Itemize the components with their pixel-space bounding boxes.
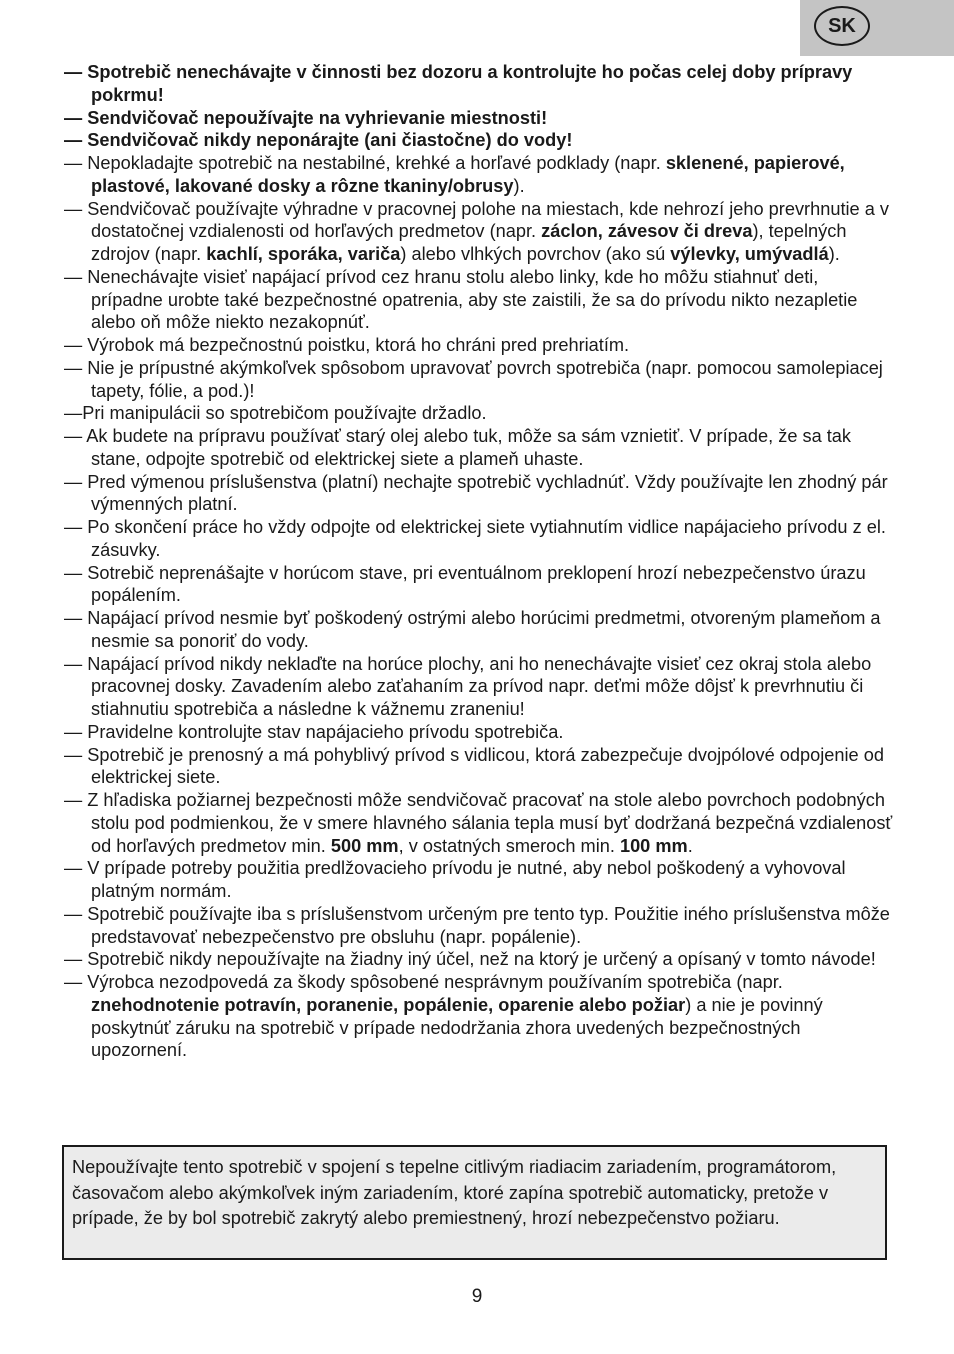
instruction-text: — Sendvičovač nikdy neponárajte (ani čiastočne) do vody! (64, 130, 573, 151)
instruction-text: ). (513, 175, 525, 196)
safety-instruction-item (64, 948, 894, 971)
instruction-text: — V prípade potreby použitia predlžovacieho prívodu je nutné, aby nebol poškodený a vyhovoval platným normám. (64, 858, 846, 901)
instruction-text: — Nepokladajte spotrebič na nestabilné, krehké a horľavé podklady (napr. (64, 153, 666, 173)
instruction-text: — Napájací prívod nesmie byť poškodený ostrými alebo horúcimi predmetmi, otvoreným plameňom a nesmie sa ponoriť do vody. (64, 608, 881, 651)
instruction-text: — Spotrebič nikdy nepoužívajte na žiadny iný účel, než na ktorý je určený a opísaný v tomto návode! (64, 949, 876, 970)
safety-instruction-item (64, 334, 894, 357)
safety-instruction-item (64, 857, 894, 903)
instruction-text: —Pri manipulácii so spotrebičom používajte držadlo. (64, 403, 487, 424)
safety-instructions-list (64, 61, 894, 1062)
page-number: 9 (471, 1286, 483, 1307)
instruction-text: — Nie je prípustné akýmkoľvek spôsobom upravovať povrch spotrebiča (napr. pomocou samolepiacej tapety, fólie, a pod.)! (64, 357, 883, 401)
instruction-text: — Sotrebič neprenášajte v horúcom stave, pri eventuálnom preklopení hrozí nebezpečenstvo úrazu popálením. (64, 562, 866, 606)
instruction-text: — Z hľadiska požiarnej bezpečnosti môže sendvičovač pracovať na stole alebo povrchoch podobných stolu pod podmienkou, že v smere hlavného sálania tepla musí byť dodržaná bezpečná vzdialenosť od horľavých predmetov min. (64, 790, 893, 856)
instruction-text: ) a nie je povinný poskytnúť záruku na spotrebič v prípade nedodržania zhora uvedených bezpečnostných upozornení. (91, 994, 823, 1061)
instruction-text: ). (828, 244, 840, 264)
notice-text: Nepoužívajte tento spotrebič v spojení s tepelne citlivým riadiacim zariadením, programátorom, časovačom alebo akýmkoľvek iným zariadením, ktoré zapína spotrebič automaticky, pretože v prípade, že by bol spotrebič zakrytý alebo premiestnený, hrozí nebezpečenstvo požiaru. (72, 1157, 837, 1228)
fire-hazard-notice-box (62, 1145, 887, 1260)
safety-instruction-item (64, 744, 894, 790)
instruction-text: . (687, 835, 693, 856)
emphasized-text: 100 mm (619, 835, 688, 856)
safety-instruction-item (64, 425, 894, 471)
instruction-text: — Spotrebič používajte iba s príslušenstvom určeným pre tento typ. Použitie iného príslušenstva môže predstavovať nebezpečenstvo pre obsluhu (napr. popálenie). (64, 903, 890, 947)
instruction-text: — Pred výmenou príslušenstva (platní) nechajte spotrebič vychladnúť. Vždy používajte len zhodný pár výmenných platní. (64, 471, 888, 515)
instruction-text: — Pravidelne kontrolujte stav napájacieho prívodu spotrebiča. (64, 721, 564, 742)
instruction-text: — Výrobok má bezpečnostnú poistku, ktorá ho chráni pred prehriatím. (64, 335, 630, 355)
safety-instruction-item (64, 971, 894, 1062)
safety-instruction-item (64, 903, 894, 949)
safety-instruction-item (64, 789, 894, 857)
instruction-text: — Ak budete na prípravu používať starý olej alebo tuk, môže sa sám vznietiť. V prípade, že sa tak stane, odpojte spotrebič od elektrickej siete a plameň uhaste. (64, 426, 852, 469)
safety-instruction-item (64, 471, 894, 517)
emphasized-text: znehodnotenie potravín, poranenie, popálenie, oparenie alebo požiar (91, 994, 686, 1015)
instruction-text: — Napájací prívod nikdy neklaďte na horúce plochy, ani ho nenechávajte visieť cez okraj stola alebo pracovnej dosky. Zavadením alebo zaťahaním za prívod napr. deťmi môže dôjsť k prevrhnutiu či stiahnutiu spotrebiča a následne k vážnemu zraneniu! (64, 653, 872, 719)
instruction-text: — Spotrebič je prenosný a má pohyblivý prívod s vidlicou, ktorá zabezpečuje dvojpólové odpojenie od elektrickej siete. (64, 744, 884, 788)
safety-instruction-item (64, 562, 894, 608)
safety-instruction-item (64, 653, 894, 721)
instruction-text: — Spotrebič nenechávajte v činnosti bez dozoru a kontrolujte ho počas celej doby prípravy pokrmu! (64, 62, 853, 105)
safety-instruction-item (64, 152, 894, 198)
emphasized-text: kachlí, sporáka, variča (206, 244, 401, 264)
instruction-text: — Sendvičovač používajte výhradne v pracovnej polohe na miestach, kde nehrozí jeho prevrhnutie a v dostatočnej vzdialenosti od horľavých predmetov (napr. (64, 198, 889, 242)
emphasized-text: 500 mm (330, 835, 399, 856)
language-badge: SK (814, 6, 870, 46)
safety-instruction-item (64, 129, 894, 152)
language-tab (800, 0, 954, 56)
emphasized-text: záclon, závesov či dreva (541, 221, 753, 242)
safety-instruction-item (64, 516, 894, 562)
emphasized-text: sklenené, papierové, plastové, lakované dosky a rôzne tkaniny/obrusy (91, 153, 845, 196)
safety-instruction-item (64, 61, 894, 107)
safety-instruction-item (64, 266, 894, 334)
instruction-text: — Sendvičovač nepoužívajte na vyhrievanie miestnosti! (64, 107, 548, 128)
safety-instruction-item (64, 607, 894, 653)
instruction-text: — Po skončení práce ho vždy odpojte od elektrickej siete vytiahnutím vidlice napájacieho prívodu z el. zásuvky. (64, 517, 886, 560)
instruction-text: , v ostatných smeroch min. (398, 835, 620, 856)
safety-instruction-item (64, 402, 894, 425)
instruction-text: ) alebo vlhkých povrchov (ako sú (400, 244, 671, 264)
instruction-text: — Nenechávajte visieť napájací prívod cez hranu stolu alebo linky, kde ho môžu stiahnuť deti, prípadne urobte také bezpečnostné opatrenia, aby ste zaistili, že sa do prívodu nikto nezapletie alebo oň môže niekto nezakopnúť. (64, 266, 858, 333)
instruction-text: ), tepelných zdrojov (napr. (91, 221, 847, 264)
safety-instruction-item (64, 721, 894, 744)
safety-instruction-item (64, 357, 894, 403)
instruction-text: — Výrobca nezodpovedá za škody spôsobené nesprávnym používaním spotrebiča (napr. (64, 972, 783, 992)
safety-instruction-item (64, 107, 894, 130)
emphasized-text: výlevky, umývadlá (670, 244, 829, 264)
safety-instruction-item (64, 198, 894, 266)
